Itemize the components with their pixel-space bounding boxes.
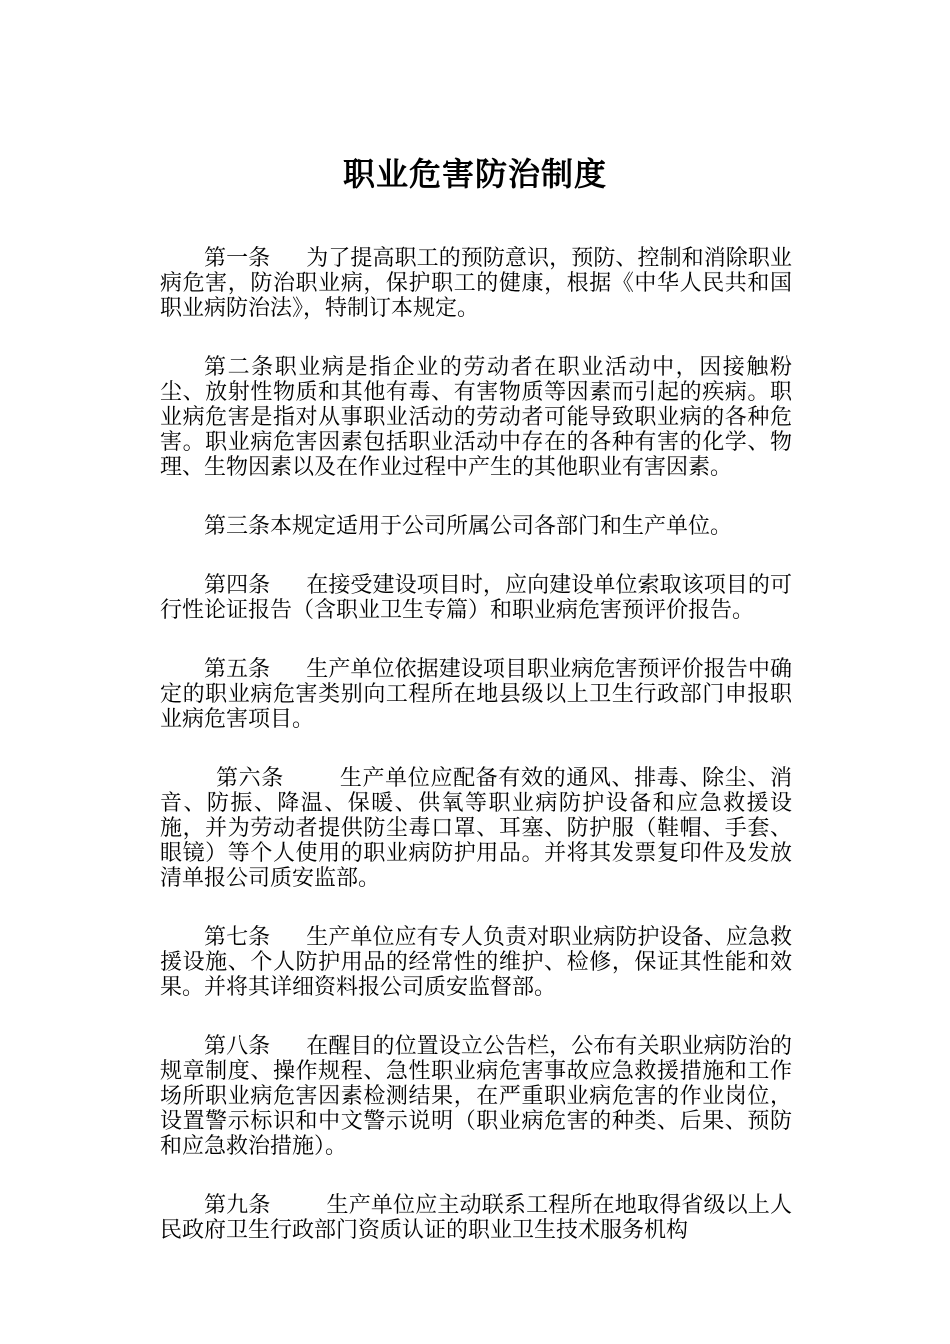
article-number: 第八条 [204,1034,271,1059]
article-6 [160,766,792,891]
article-5 [160,657,792,732]
article-number: 第一条 [204,246,271,271]
article-text: 职业病是指企业的劳动者在职业活动中，因接触粉尘、放射性物质和其他有毒、有害物质等因素而引起的疾病。职业病危害是指对从事职业活动的劳动者可能导致职业病的各种危害。职业病危害因素包括职业活动中存在的各种有害的化学、物理、生物因素以及在作业过程中产生的其他职业有害因素。 [160,355,792,480]
article-3 [160,514,792,539]
article-number: 第九条 [204,1193,271,1218]
article-7 [160,925,792,1000]
article-text: 本规定适用于公司所属公司各部门和生产单位。 [270,514,733,539]
article-number: 第二条 [204,355,275,380]
article-4 [160,573,792,623]
document-body [160,246,792,1277]
document-title: 职业危害防治制度 [342,155,607,193]
article-number: 第三条 [204,514,271,539]
article-text: 在醒目的位置设立公告栏，公布有关职业病防治的规章制度、操作规程、急性职业病危害事故应急救援措施和工作场所职业病危害因素检测结果，在严重职业病危害的作业岗位，设置警示标识和中文警示说明（职业病危害的种类、后果、预防和应急救治措施）。 [160,1034,792,1159]
article-number: 第五条 [204,657,271,682]
article-number: 第七条 [204,925,271,950]
article-text: 为了提高职工的预防意识，预防、控制和消除职业病危害，防治职业病，保护职工的健康，根据《中华人民共和国职业病防治法》，特制订本规定。 [160,246,792,321]
article-8 [160,1034,792,1159]
article-number: 第六条 [216,766,284,791]
article-text: 生产单位应有专人负责对职业病防护设备、应急救援设施、个人防护用品的经常性的维护、检修，保证其性能和效果。并将其详细资料报公司质安监督部。 [160,925,792,1000]
article-1 [160,246,792,321]
article-number: 第四条 [204,573,271,598]
article-9 [160,1193,792,1243]
article-text: 生产单位依据建设项目职业病危害预评价报告中确定的职业病危害类别向工程所在地县级以上卫生行政部门申报职业病危害项目。 [160,657,792,732]
article-text: 生产单位应配备有效的通风、排毒、除尘、消音、防振、降温、保暖、供氧等职业病防护设备和应急救援设施，并为劳动者提供防尘毒口罩、耳塞、防护服（鞋帽、手套、眼镜）等个人使用的职业病防护用品。并将其发票复印件及发放清单报公司质安监部。 [160,766,792,891]
article-2 [160,355,792,480]
article-text: 在接受建设项目时，应向建设单位索取该项目的可行性论证报告（含职业卫生专篇）和职业病危害预评价报告。 [160,573,792,623]
article-text: 生产单位应主动联系工程所在地取得省级以上人民政府卫生行政部门资质认证的职业卫生技术服务机构 [160,1193,792,1243]
